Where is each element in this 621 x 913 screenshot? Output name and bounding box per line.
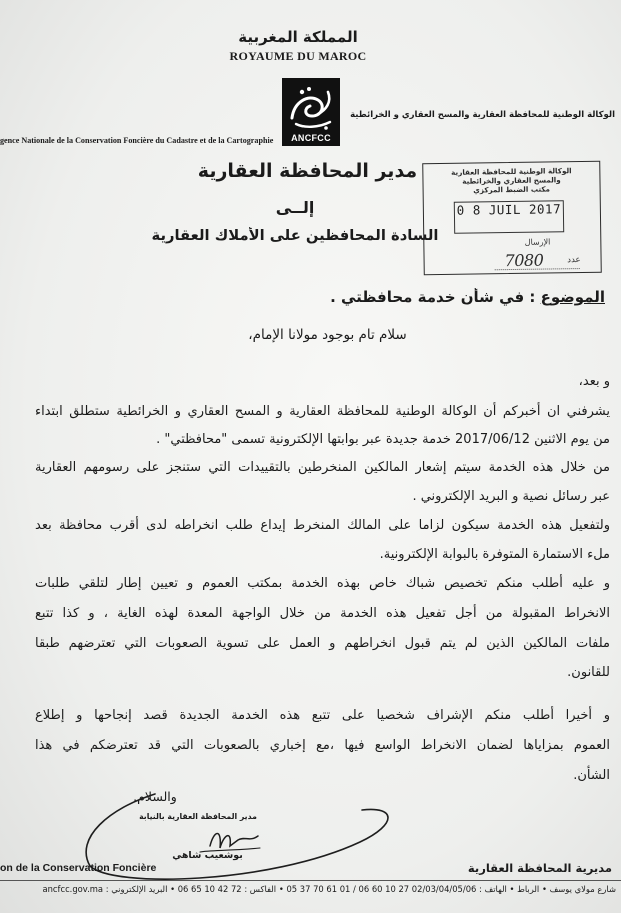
body-line: و عليه أطلب منكم تخصيص شباك خاص بهذه الخدمة بمكتب العموم و تعيين إطار لتلقي طلبات — [35, 576, 610, 591]
footer-phone: 05 37 70 61 01 / 06 60 10 27 02/03/04/05/06 — [286, 884, 477, 894]
subject-text: : في شأن خدمة محافظتي . — [330, 288, 541, 306]
sender-title: مدير المحافظة العقارية — [197, 160, 418, 182]
footer-separator: • — [509, 884, 515, 894]
footer-separator: • — [541, 884, 547, 894]
footer-street: شارع مولاي يوسف — [549, 884, 616, 894]
closing: والسلام. — [133, 789, 177, 804]
stamp-org-line: الوكالة الوطنية للمحافظة العقارية — [451, 166, 572, 177]
body-line: للقانون. — [567, 665, 610, 680]
body-line: ملفات المالكين الذين لم يتم قبول انخراطهم و العمل على تسوية الصعوبات التي تعترضهم طبقا — [35, 636, 610, 651]
kingdom-title-ar: المملكة المغربية — [238, 28, 358, 46]
body-line: ملء الاستمارة المتوفرة بالبوابة الإلكترونية. — [379, 547, 610, 562]
stamp-org-line: مكتب الضبط المركزي — [473, 184, 551, 195]
signatory-title: مدير المحافظة العقارية بالنيابة — [139, 812, 257, 821]
greeting: سلام تام بوجود مولانا الإمام، — [248, 327, 407, 343]
reception-stamp — [422, 161, 602, 275]
footer-fax-label: الفاكس : — [244, 884, 277, 894]
footer-phone-label: الهاتف : — [479, 884, 507, 894]
body-line: ولتفعيل هذه الخدمة سيكون لزاما على المالك المنخرط إيداع طلب انخراطه لدى أقرب محافظة بعد — [35, 518, 610, 533]
ancfcc-logo — [282, 78, 340, 146]
footer-separator: • — [278, 884, 284, 894]
body-line: من يوم الاثنين 2017/06/12 خدمة جديدة عبر بوابتها الإلكترونية تسمى "محافظتي" . — [156, 432, 610, 447]
body-line: يشرفني ان أخبركم أن الوكالة الوطنية للمحافظة العقارية و المسح العقاري و الخرائطية ستطلق ابتداء — [35, 404, 610, 419]
stamp-handwritten-number: 7080 — [504, 250, 544, 271]
kingdom-title-fr: ROYAUME DU MAROC — [229, 49, 367, 63]
footer-email-label: البريد الإلكتروني : — [105, 884, 168, 894]
subject-label: الموضوع — [540, 288, 605, 306]
footer-email: ancfcc.gov.ma — [42, 884, 104, 894]
footer-dept-ar: مديرية المحافظة العقارية — [467, 861, 612, 875]
body-line: و أخيرا أطلب منكم الإشراف شخصيا على تتبع هذه الخدمة الجديدة قصد إنجاحها و إطلاع — [35, 708, 610, 723]
stamp-sent-label: الإرسال — [524, 237, 551, 247]
logo-acronym: ANCFCC — [291, 133, 331, 143]
footer-separator: • — [170, 884, 176, 894]
opening: و بعد، — [578, 374, 610, 389]
footer-divider — [0, 880, 621, 881]
recipient-label: إلــى — [275, 198, 315, 217]
agency-name-ar: الوكالة الوطنية للمحافظة العقارية والمسح العقاري و الخرائطية — [350, 110, 615, 120]
agency-name-fr: gence Nationale de la Conservation Foncière du Cadastre et de la Cartographie — [0, 136, 274, 145]
body-line: الشأن. — [573, 768, 610, 783]
body-line: العموم بمزاياها لضمان الانخراط الواسع فيها ،مع إخباري بالصعوبات التي قد تعترضكم في هذا — [35, 738, 610, 753]
subject-line — [290, 288, 605, 312]
stamp-org-line: والمسح العقاري والخرائطية — [462, 175, 561, 186]
body-line: الانخراط المقبولة من أجل تفعيل هذه الخدمة من خلال الواجهة المعدة لهذه الغاية ، و كذا تتبع — [35, 606, 610, 621]
recipient-title: السادة المحافظين على الأملاك العقارية — [151, 227, 439, 244]
body-line: من خلال هذه الخدمة سيتم إشعار المالكين المنخرطين بالتقييدات التي ستنجز على رسومهم العقارية — [35, 460, 610, 475]
body-line: عبر رسائل نصية و البريد الإلكتروني . — [412, 489, 610, 504]
footer-fax: 06 65 10 42 72 — [177, 884, 242, 894]
footer-city: الرباط — [517, 884, 540, 894]
stamp-number-label: عدد — [567, 255, 581, 266]
footer-dept-fr: on de la Conservation Foncière — [0, 862, 157, 874]
stamp-date: 0 8 JUIL 2017 — [454, 200, 564, 234]
footer-contact — [4, 884, 616, 894]
signatory-name: بوشعيب شاهي — [172, 850, 243, 861]
